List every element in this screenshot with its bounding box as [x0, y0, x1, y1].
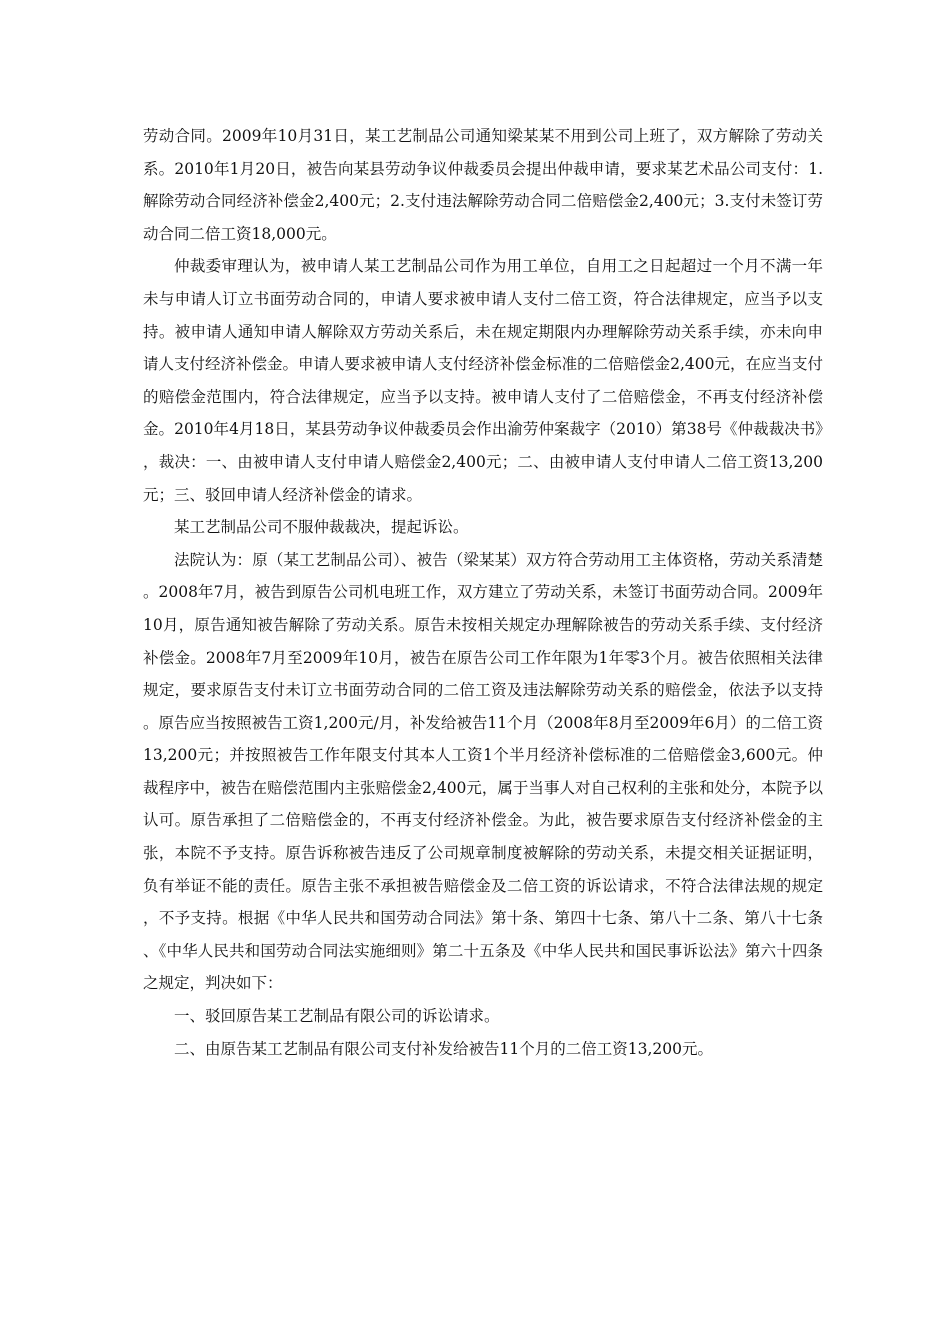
paragraph-judgment-item-1: 一、驳回原告某工艺制品有限公司的诉讼请求。 — [174, 1007, 500, 1026]
paragraph-court-opinion: 法院认为：原（某工艺制品公司）、被告（梁某某）双方符合劳动用工主体资格，劳动关系清楚。2008年7月，被告到原告公司机电班工作，双方建立了劳动关系，未签订书面劳动合同。2009年10月，原告通知被告解除了劳动关系。原告未按相关规定办理解除被告的劳动关系手续、支付经济补偿金。2008年7月至2009年10月，被告在原告公司工作年限为1年零3个月。被告依照相关法律规定，要求原告支付未订立书面劳动合同的二倍工资及违法解除劳动关系的赔偿金，依法予以支持。原告应当按照被告工资1,200元/月，补发给被告11个月（2008年8月至2009年6月）的二倍工资13,200元；并按照被告工作年限支付其本人工资1个半月经济补偿标准的二倍赔偿金3,600元。仲裁程序中，被告在赔偿范围内主张赔偿金2,400元，属于当事人对自己权利的主张和处分，本院予以认可。原告承担了二倍赔偿金的，不再支付经济补偿金。为此，被告要求原告支付经济补偿金的主张，本院不予支持。原告诉称被告违反了公司规章制度被解除的劳动关系，未提交相关证据证明，负有举证不能的责任。原告主张不承担被告赔偿金及二倍工资的诉讼请求，不符合法律法规的规定，不予支持。根据《中华人民共和国劳动合同法》第十条、第四十七条、第八十二条、第八十七条、《中华人民共和国劳动合同法实施细则》第二十五条及《中华人民共和国民事诉讼法》第六十四条之规定，判决如下： — [143, 550, 823, 993]
paragraph-arbitration-decision: 仲裁委审理认为，被申请人某工艺制品公司作为用工单位，自用工之日起超过一个月不满一年未与申请人订立书面劳动合同的，申请人要求被申请人支付二倍工资，符合法律规定，应当予以支持。被申请人通知申请人解除双方劳动关系后，未在规定期限内办理解除劳动关系手续，亦未向申请人支付经济补偿金。申请人要求被申请人支付经济补偿金标准的二倍赔偿金2,400元，在应当支付的赔偿金范围内，符合法律规定，应当予以支持。被申请人支付了二倍赔偿金，不再支付经济补偿金。2010年4月18日，某县劳动争议仲裁委员会作出渝劳仲案裁字（2010）第38号《仲裁裁决书》，裁决：一、由被申请人支付申请人赔偿金2,400元；二、由被申请人支付申请人二倍工资13,200元；三、驳回申请人经济补偿金的请求。 — [143, 257, 823, 504]
paragraph-contract-termination: 劳动合同。2009年10月31日，某工艺制品公司通知梁某某不用到公司上班了，双方解除了劳动关系。2010年1月20日，被告向某县劳动争议仲裁委员会提出仲裁申请，要求某艺术品公司支付：1.解除劳动合同经济补偿金2,400元；2.支付违法解除劳动合同二倍赔偿金2,400元；3.支付未签订劳动合同二倍工资18,000元。 — [143, 127, 823, 243]
paragraph-lawsuit-filed: 某工艺制品公司不服仲裁裁决，提起诉讼。 — [174, 518, 469, 537]
paragraph-judgment-item-2: 二、由原告某工艺制品有限公司支付补发给被告11个月的二倍工资13,200元。 — [174, 1039, 713, 1058]
document-body — [143, 120, 823, 1065]
